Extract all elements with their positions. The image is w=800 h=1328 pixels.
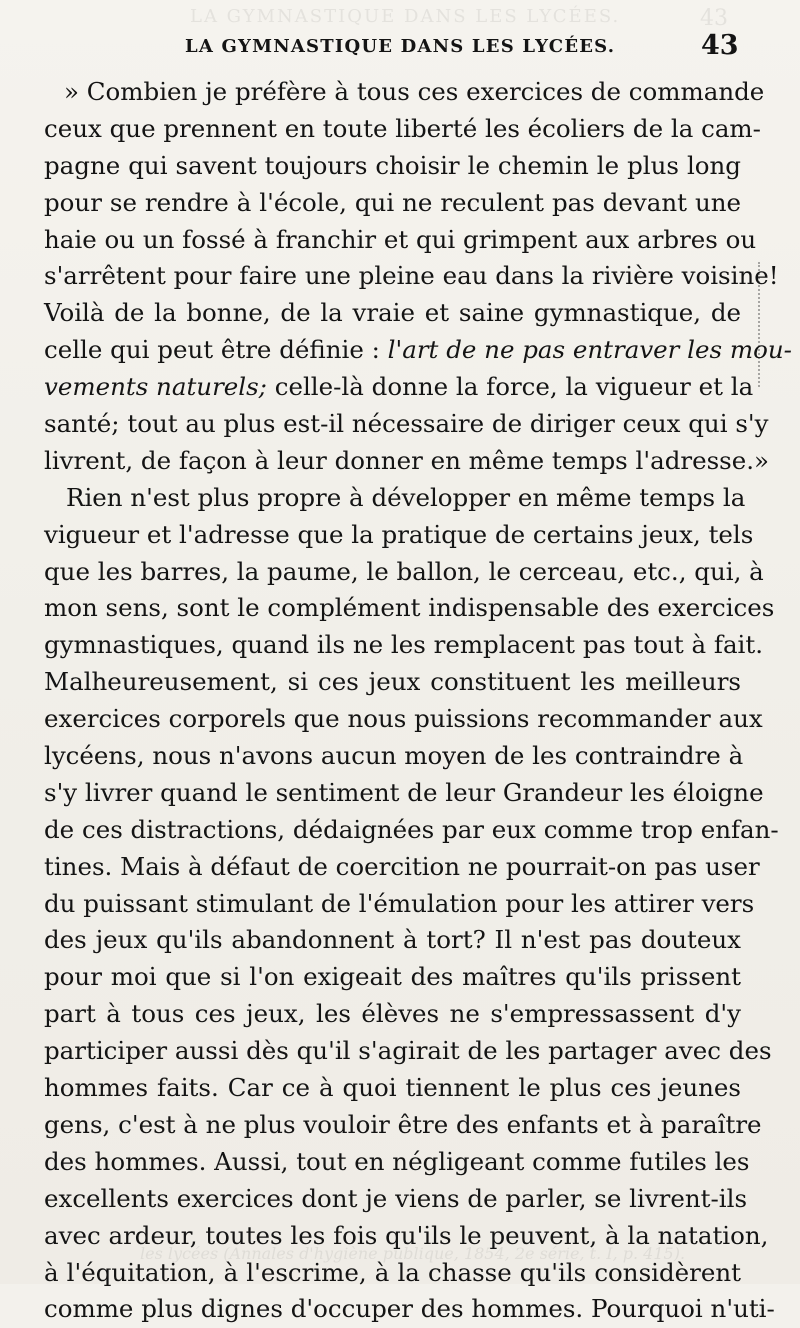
text-line: haie ou un fossé à franchir et qui grimpent aux arbres ou — [44, 224, 757, 254]
text-line: pour se rendre à l'école, qui ne reculent pas devant une — [44, 187, 741, 217]
text-line: s'arrêtent pour faire une pleine eau dans la rivière voisine! — [44, 261, 779, 291]
text-line: pour moi que si l'on exigeait des maîtres qu'ils prissent — [44, 962, 741, 992]
text-line: à l'équitation, à l'escrime, à la chasse qu'ils considèrent — [44, 1257, 741, 1287]
text-line: ceux que prennent en toute liberté les écoliers de la cam- — [44, 113, 761, 143]
text-line: des jeux qu'ils abandonnent à tort? Il n'est pas douteux — [44, 925, 741, 955]
paragraph-start: Rien n'est plus propre à développer en même temps la — [66, 482, 746, 512]
text-line: gens, c'est à ne plus vouloir être des enfants et à paraître — [44, 1109, 762, 1139]
text-segment: celle-là donne la force, la vigueur et la — [266, 372, 754, 402]
text-line: Voilà de la bonne, de la vraie et saine gymnastique, de — [44, 298, 741, 328]
bleed-through-page-number: 43 — [700, 6, 728, 31]
running-head: LA GYMNASTIQUE DANS LES LYCÉES. — [185, 36, 616, 57]
text-line: gymnastiques, quand ils ne les remplacent pas tout à fait. — [44, 630, 764, 660]
text-line: du puissant stimulant de l'émulation pour les attirer vers — [44, 888, 755, 918]
page-number: 43 — [701, 30, 739, 61]
text-line: de ces distractions, dédaignées par eux comme trop enfan- — [44, 814, 779, 844]
text-line: part à tous ces jeux, les élèves ne s'empressassent d'y — [44, 999, 741, 1029]
text-line: des hommes. Aussi, tout en négligeant comme futiles les — [44, 1146, 750, 1176]
bleed-through-footnote: les lycées (Annales d'hygiène publique, 1854, 2e série, t. I, p. 415). — [140, 1244, 686, 1263]
text-segment: celle qui peut être définie : — [44, 335, 388, 365]
text-line: hommes faits. Car ce à quoi tiennent le plus ces jeunes — [44, 1073, 741, 1103]
text-line: avec ardeur, toutes les fois qu'ils le peuvent, à la natation, — [44, 1220, 769, 1250]
text-line: livrent, de façon à leur donner en même temps l'adresse.» — [44, 445, 770, 475]
text-line: » Combien je préfère à tous ces exercices de commande — [64, 77, 765, 106]
text-line: Malheureusement, si ces jeux constituent les meilleurs — [44, 667, 741, 697]
italic-definition: l'art de ne pas entraver les mou- — [387, 335, 792, 365]
text-line: que les barres, la paume, le ballon, le cerceau, etc., qui, à — [44, 556, 764, 586]
text-line — [44, 332, 792, 369]
text-line: excellents exercices dont je viens de parler, se livrent-ils — [44, 1183, 748, 1213]
italic-definition-end: vements naturels; — [44, 372, 267, 402]
text-line — [44, 369, 754, 406]
text-line: pagne qui savent toujours choisir le chemin le plus long — [44, 150, 741, 180]
text-line: exercices corporels que nous puissions recommander aux — [44, 704, 763, 734]
bleed-through-header: LA GYMNASTIQUE DANS LES LYCÉES. — [190, 6, 621, 27]
text-line: participer aussi dès qu'il s'agirait de les partager avec des — [44, 1036, 772, 1066]
text-line: s'y livrer quand le sentiment de leur Grandeur les éloigne — [44, 777, 764, 807]
text-line: mon sens, sont le complément indispensable des exercices — [44, 593, 775, 623]
text-line: santé; tout au plus est-il nécessaire de diriger ceux qui s'y — [44, 409, 769, 439]
text-line: tines. Mais à défaut de coercition ne pourrait-on pas user — [44, 851, 760, 881]
text-line: comme plus dignes d'occuper des hommes. Pourquoi n'uti- — [44, 1294, 775, 1324]
text-line: lycéens, nous n'avons aucun moyen de les contraindre à — [44, 741, 744, 771]
text-line: vigueur et l'adresse que la pratique de certains jeux, tels — [44, 519, 754, 549]
body-text — [44, 74, 792, 1328]
